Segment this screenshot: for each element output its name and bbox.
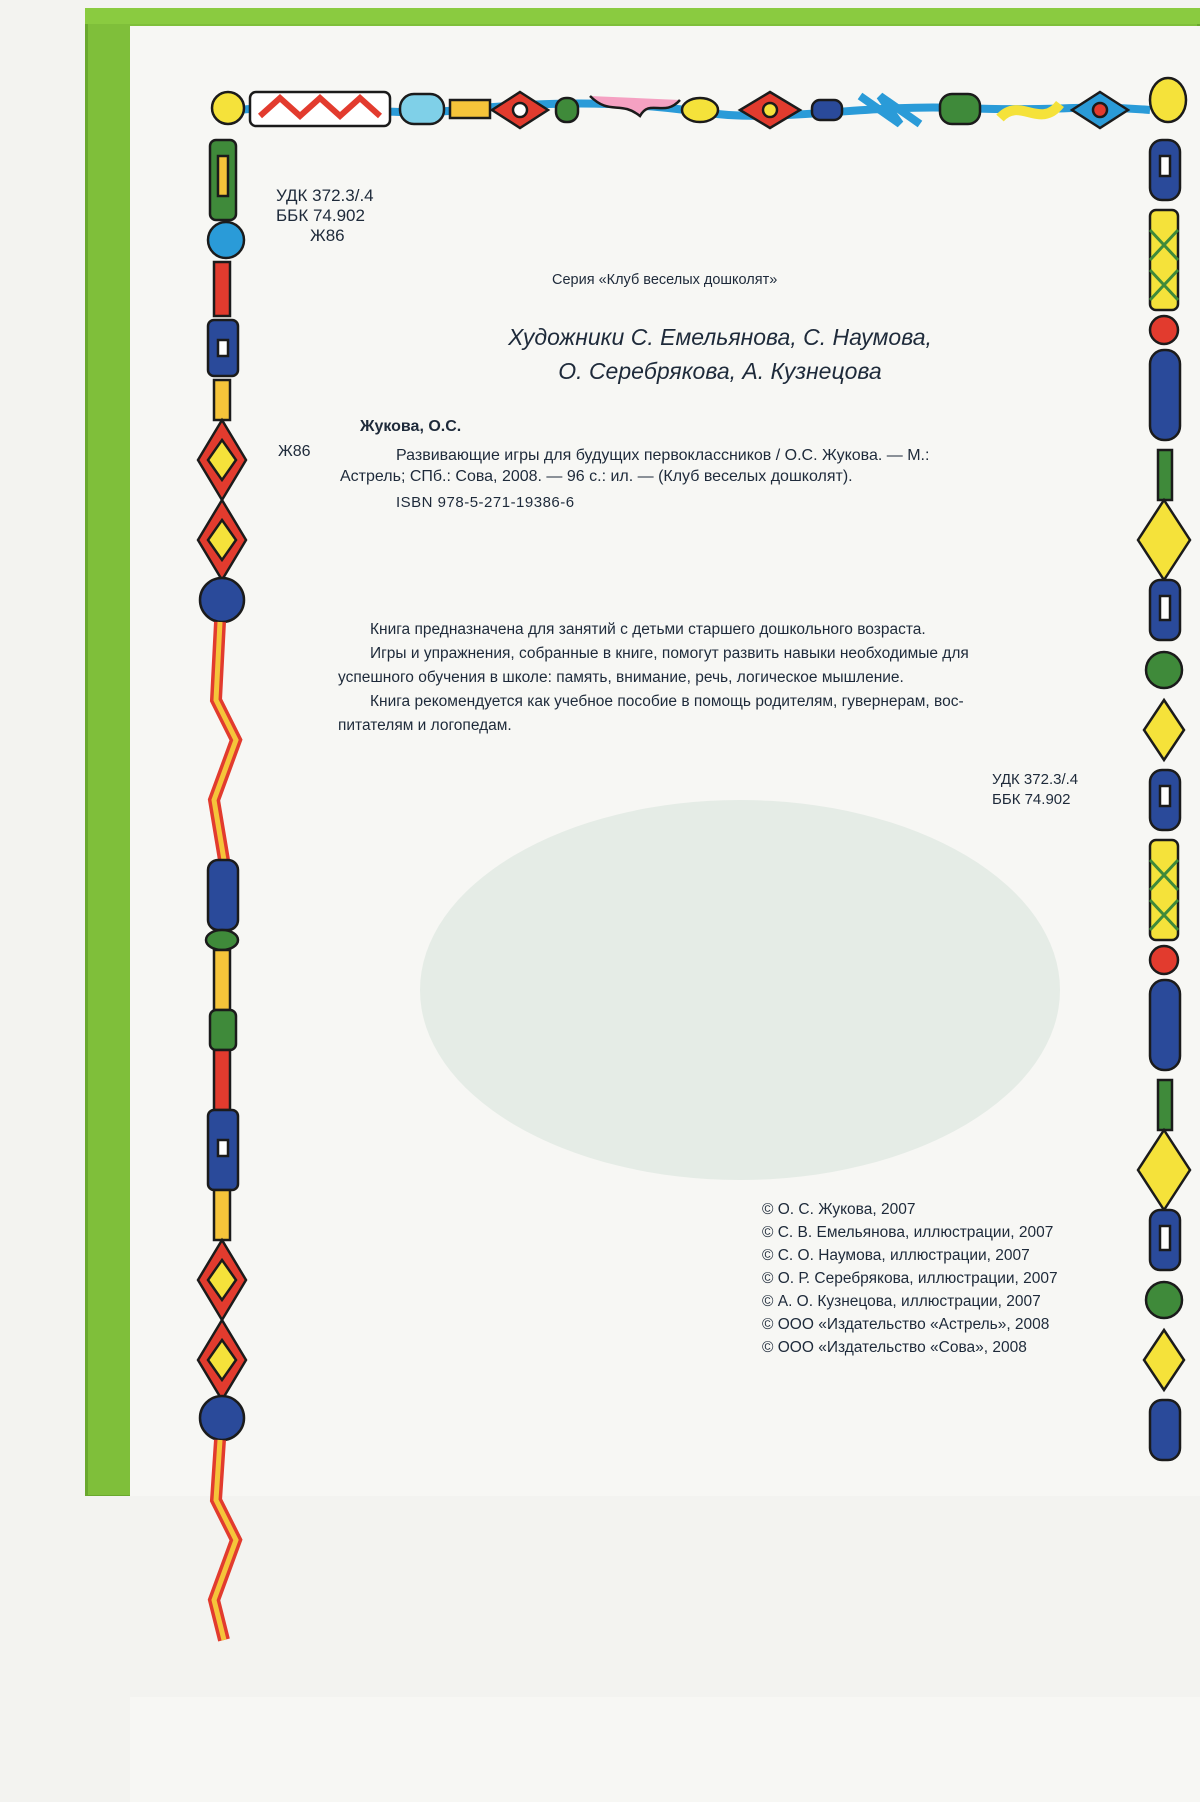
- copyright-line: © О. Р. Серебрякова, иллюстрации, 2007: [762, 1270, 1058, 1287]
- cover-edge: [85, 8, 1200, 24]
- copyright-list: [762, 1198, 1058, 1359]
- copyright-line: © ООО «Издательство «Астрель», 2008: [762, 1316, 1050, 1333]
- series-title: Серия «Клуб веселых дошколят»: [552, 272, 778, 288]
- bbk-code: ББК 74.902: [276, 206, 365, 225]
- catalog-entry-line-2: Астрель; СПб.: Сова, 2008. — 96 с.: ил. — (Клуб веселых дошколят).: [340, 468, 853, 485]
- scan-margin: [0, 1496, 1200, 1697]
- background-illustration: [420, 800, 1060, 1180]
- catalog-entry-line-1: Развивающие игры для будущих первоклассников / О.С. Жукова. — М.:: [396, 447, 930, 464]
- annotation-paragraph-3a: Книга рекомендуется как учебное пособие в помощь родителям, гувернерам, вос-: [370, 693, 964, 710]
- udk-code-bottom: УДК 372.3/.4: [992, 771, 1079, 788]
- bbk-code-bottom: ББК 74.902: [992, 791, 1071, 808]
- artists-credit: [460, 320, 980, 388]
- catalog-author: Жукова, О.С.: [360, 418, 462, 435]
- udk-block-top: [276, 186, 374, 246]
- annotation-paragraph-1: Книга предназначена для занятий с детьми старшего дошкольного возраста.: [370, 621, 926, 638]
- copyright-line: © А. О. Кузнецова, иллюстрации, 2007: [762, 1293, 1041, 1310]
- copyright-line: © ООО «Издательство «Сова», 2008: [762, 1339, 1027, 1356]
- annotation-paragraph-3b: питателям и логопедам.: [338, 717, 512, 734]
- copyright-line: © С. В. Емельянова, иллюстрации, 2007: [762, 1224, 1054, 1241]
- annotation-paragraph-2b: успешного обучения в школе: память, внимание, речь, логическое мышление.: [338, 669, 904, 686]
- copyright-line: © С. О. Наумова, иллюстрации, 2007: [762, 1247, 1030, 1264]
- artists-line-1: Художники С. Емельянова, С. Наумова,: [508, 324, 932, 350]
- annotation-paragraph-2a: Игры и упражнения, собранные в книге, помогут развить навыки необходимые для: [370, 645, 969, 662]
- copyright-line: © О. С. Жукова, 2007: [762, 1201, 916, 1218]
- isbn: ISBN 978-5-271-19386-6: [396, 494, 575, 511]
- author-mark: Ж86: [310, 226, 345, 245]
- udk-block-bottom: [992, 770, 1078, 810]
- artists-line-2: О. Серебрякова, А. Кузнецова: [558, 358, 882, 384]
- catalog-author-mark: Ж86: [278, 443, 311, 460]
- udk-code: УДК 372.3/.4: [276, 186, 374, 205]
- annotation: [340, 618, 969, 738]
